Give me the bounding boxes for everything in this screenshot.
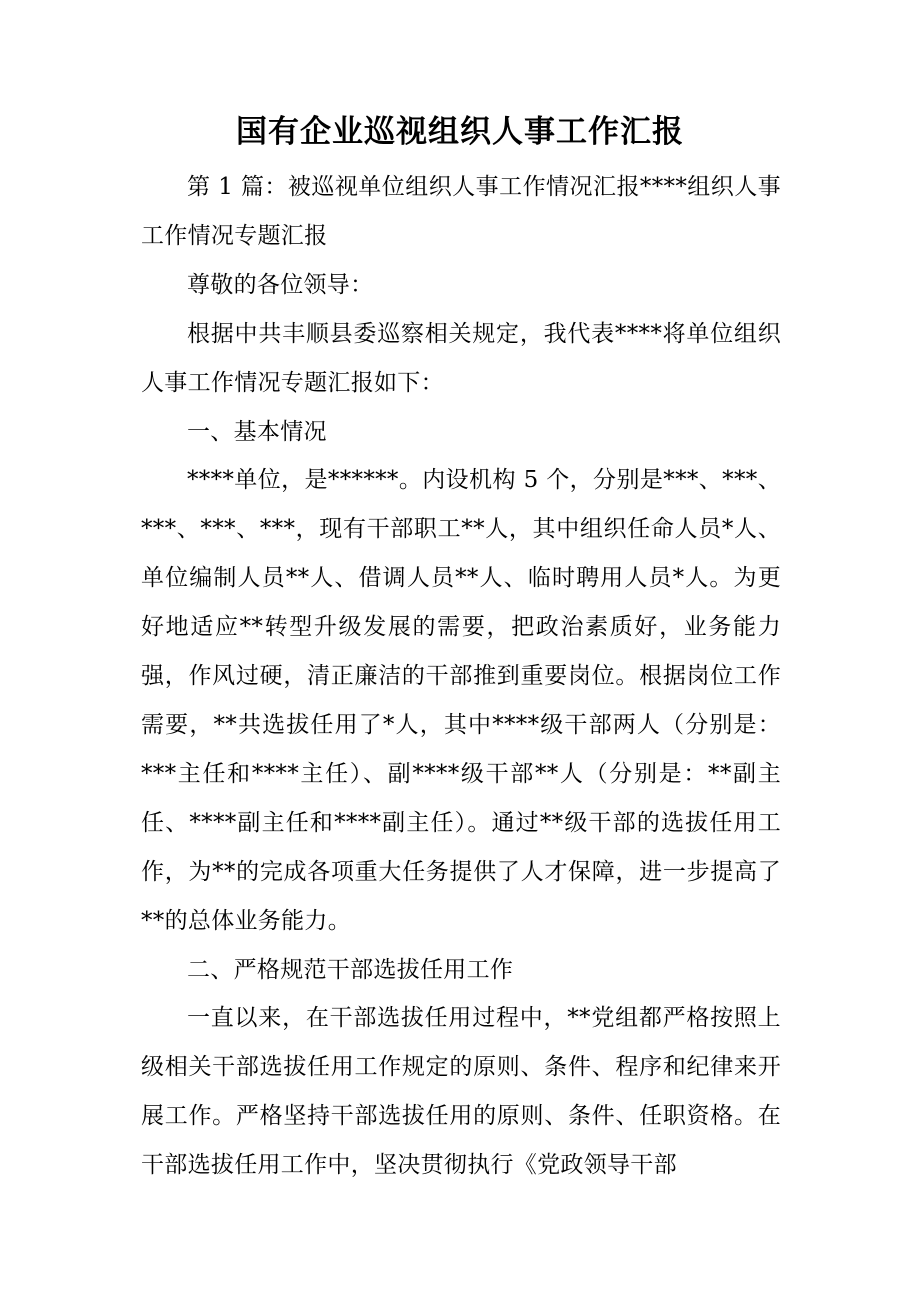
- paragraph-intro: 根据中共丰顺县委巡察相关规定，我代表****将单位组织人事工作情况专题汇报如下：: [141, 320, 781, 396]
- paragraph-selection: 一直以来，在干部选拔任用过程中，**党组都严格按照上级相关干部选拔任用工作规定的原则、条件、程序和纪律来开展工作。严格坚持干部选拔任用的原则、条件、任职资格。在干部选拔任用工作中，坚决贯彻执行《党政领导干部: [141, 1005, 781, 1179]
- paragraph-basic-info: ****单位，是******。内设机构 5 个，分别是***、***、***、***、***，现有干部职工**人，其中组织任命人员*人、单位编制人员**人、借调人员**人、临时聘用人员*人。为更好地适应**转型升级发展的需要，把政治素质好，业务能力强，作风过硬，清正廉洁的干部推到重要岗位。根据岗位工作需要，**共选拔任用了*人，其中****级干部两人（分别是：***主任和****主任）、副****级干部**人（分别是：**副主任、****副主任和****副主任）。通过**级干部的选拔任用工作，为**的完成各项重大任务提供了人才保障，进一步提高了**的总体业务能力。: [141, 467, 781, 934]
- section-heading-basic: 一、基本情况: [187, 418, 327, 445]
- section-heading-selection: 二、严格规范干部选拔任用工作: [187, 956, 514, 983]
- paragraph-heading-1: 第 1 篇：被巡视单位组织人事工作情况汇报****组织人事工作情况专题汇报: [141, 174, 781, 249]
- document-body: [141, 163, 781, 1190]
- paragraph-salutation: 尊敬的各位领导：: [187, 271, 374, 298]
- document-title: 国有企业巡视组织人事工作汇报: [236, 114, 684, 150]
